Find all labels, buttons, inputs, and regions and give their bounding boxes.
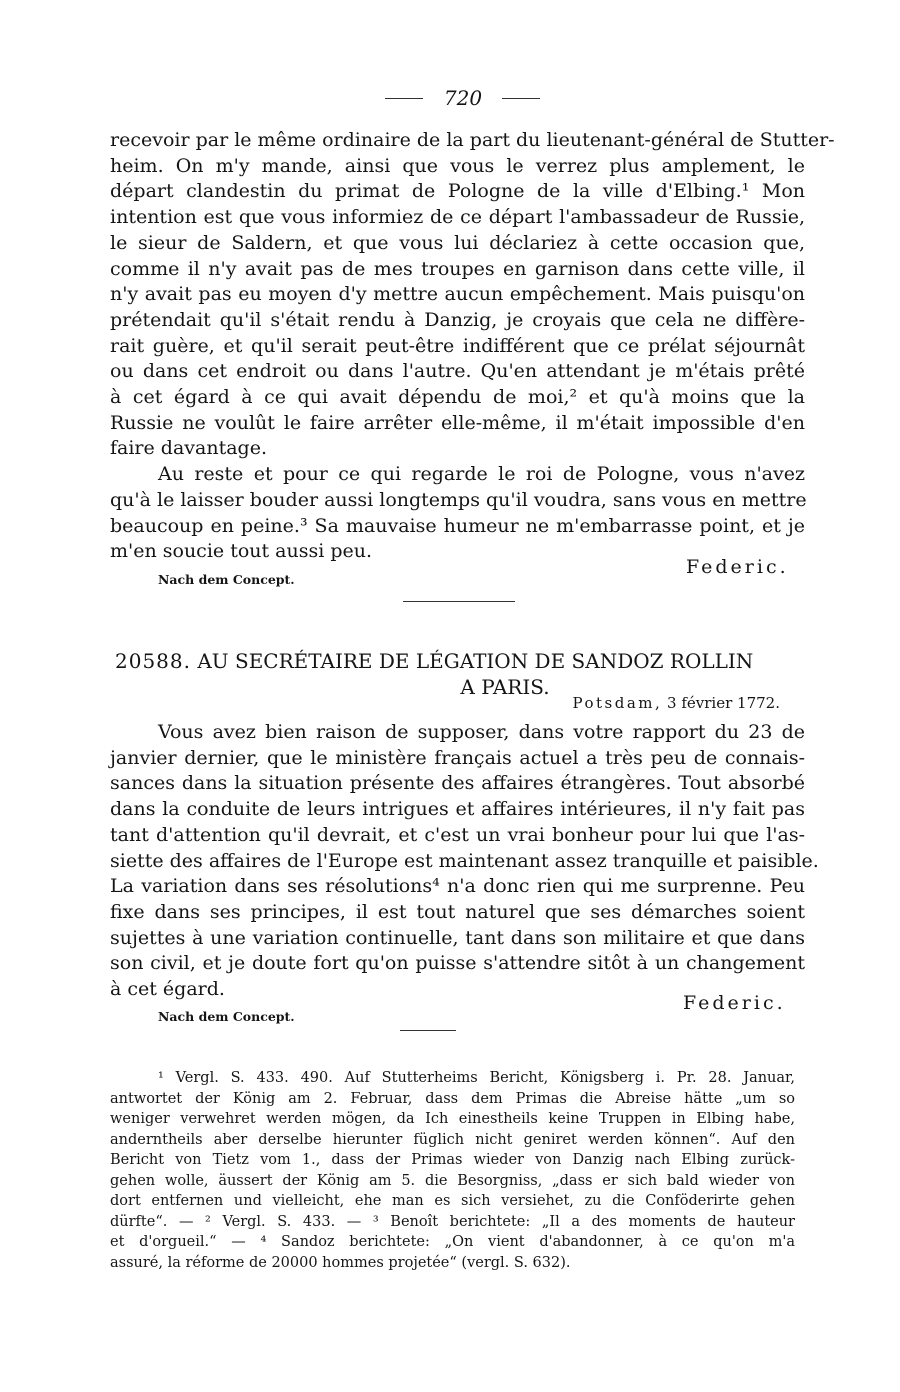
- letter-continuation-paragraph: [110, 128, 835, 565]
- document-body: [110, 720, 819, 1003]
- text-line: Au reste et pour ce qui regarde le roi de Pologne, vous n'avez: [158, 463, 805, 486]
- text-line: fixe dans ses principes, il est tout naturel que ses démarches soient: [110, 900, 805, 923]
- page-number: 720: [443, 86, 483, 110]
- document-title-line2: A PARIS.: [460, 675, 550, 699]
- text-line: sances dans la situation présente des affaires étrangères. Tout absorbé: [110, 772, 805, 795]
- source-note: Nach dem Concept.: [158, 1009, 295, 1024]
- text-line: ou dans cet endroit ou dans l'autre. Qu'en attendant je m'étais prêté: [110, 360, 805, 383]
- text-line: dans la conduite de leurs intrigues et affaires intérieures, il n'y fait pas: [110, 798, 805, 821]
- footnote-line: assuré, la réforme de 20000 hommes projetée“ (vergl. S. 632).: [110, 1254, 571, 1271]
- footnote-line: dürfte“. — ² Vergl. S. 433. — ³ Benoît berichtete: „Il a des moments de hauteur: [110, 1213, 795, 1230]
- text-line: heim. On m'y mande, ainsi que vous le verrez plus amplement, le: [110, 154, 805, 177]
- footnote-line: gehen wolle, äussert der König am 5. die Besorgniss, „dass er sich bald wieder von: [110, 1172, 795, 1189]
- text-line: son civil, et je doute fort qu'on puisse s'attendre sitôt à un changement: [110, 952, 805, 975]
- text-line: le sieur de Saldern, et que vous lui déclariez à cette occasion que,: [110, 231, 805, 254]
- header-rule-left: [385, 98, 423, 99]
- footnote-line: weniger verwehret werden mögen, da Ich einestheils keine Truppen in Elbing habe,: [110, 1111, 795, 1127]
- text-line: La variation dans ses résolutions⁴ n'a donc rien qui me surprenne. Peu: [110, 875, 805, 898]
- text-line: sujettes à une variation continuelle, tant dans son militaire et que dans: [110, 926, 805, 949]
- text-line: qu'à le laisser bouder aussi longtemps qu'il voudra, sans vous en mettre: [110, 488, 807, 511]
- text-line: beaucoup en peine.³ Sa mauvaise humeur ne m'embarrasse point, et je: [110, 514, 805, 537]
- section-divider: [403, 601, 515, 602]
- text-line: Russie ne voulût le faire arrêter elle-même, il m'était impossible d'en: [110, 411, 805, 434]
- text-line: intention est que vous informiez de ce départ l'ambassadeur de Russie,: [110, 206, 805, 229]
- text-line: prétendait qu'il s'était rendu à Danzig, je croyais que cela ne diffère-: [110, 308, 805, 331]
- text-line: faire davantage.: [110, 437, 268, 460]
- footnote-line: anderntheils aber derselbe hierunter füglich nicht geniret werden können“. Auf den: [110, 1131, 795, 1148]
- text-line: janvier dernier, que le ministère français actuel a très peu de connais-: [110, 746, 805, 769]
- header-rule-right: [502, 98, 540, 99]
- text-line: recevoir par le même ordinaire de la part du lieutenant-général de Stutter-: [110, 129, 835, 151]
- footnotes: [110, 1068, 795, 1273]
- footnote-line: et d'orgueil.“ — ⁴ Sandoz berichtete: „On vient d'abandonner, à ce qu'on m'a: [110, 1234, 795, 1250]
- text-line: tant d'attention qu'il devrait, et c'est un vrai bonheur pour lui que l'as-: [110, 823, 805, 846]
- document-number: 20588.: [115, 649, 191, 673]
- footnote-line: dort entfernen und vielleicht, ehe man es sich versiehet, zu die Conföderirte gehen: [110, 1193, 795, 1209]
- signature: Federic.: [683, 992, 786, 1014]
- page-header: [0, 86, 900, 110]
- text-line: à cet égard.: [110, 978, 225, 1001]
- footnote-line: antwortet der König am 2. Februar, dass dem Primas die Abreise hätte „um so: [110, 1090, 795, 1107]
- text-line: comme il n'y avait pas de mes troupes en garnison dans cette ville, il: [110, 257, 805, 280]
- footnote-line: ¹ Vergl. S. 433. 490. Auf Stutterheims Bericht, Königsberg i. Pr. 28. Januar,: [158, 1070, 795, 1086]
- text-line: rait guère, et qu'il serait peut-être indifférent que ce prélat séjournât: [110, 334, 805, 357]
- text-line: n'y avait pas eu moyen d'y mettre aucun empêchement. Mais puisqu'on: [110, 283, 805, 306]
- footnote-line: Bericht von Tietz vom 1., dass der Primas wieder von Danzig nach Elbing zurück-: [110, 1152, 795, 1168]
- text-line: m'en soucie tout aussi peu.: [110, 540, 373, 563]
- date: 3 février 1772.: [667, 694, 780, 712]
- text-line: départ clandestin du primat de Pologne de la ville d'Elbing.¹ Mon: [110, 180, 805, 203]
- document-title: AU SECRÉTAIRE DE LÉGATION DE SANDOZ ROLLIN: [197, 649, 754, 673]
- document-heading: [115, 648, 805, 700]
- place-date: [572, 694, 780, 712]
- place: Potsdam,: [572, 694, 663, 712]
- text-line: Vous avez bien raison de supposer, dans votre rapport du 23 de: [158, 721, 805, 743]
- source-note: Nach dem Concept.: [158, 572, 295, 587]
- text-line: siette des affaires de l'Europe est maintenant assez tranquille et paisible.: [110, 849, 819, 872]
- footnote-divider: [400, 1030, 456, 1031]
- text-line: à cet égard à ce qui avait dépendu de moi,² et qu'à moins que la: [110, 386, 805, 409]
- signature: Federic.: [686, 556, 789, 578]
